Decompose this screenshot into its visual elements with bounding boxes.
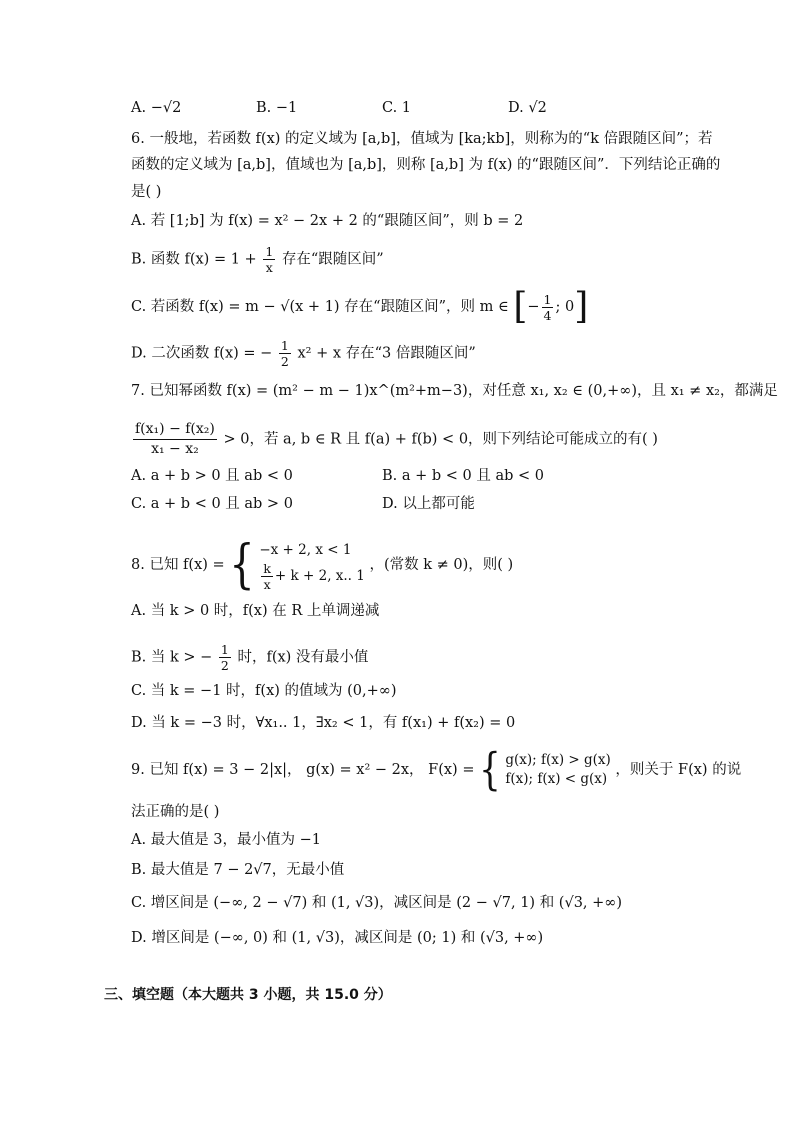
q5-option-a: A. −√2 [131,100,182,116]
q8-stem: 8. 已知 f(x) = { −x + 2, x < 1 $\frac{k}{x}$ + k + 2, x.. 1 ，(常数 k ≠ 0)，则( ) [131,535,514,595]
q5-option-c: C. 1 [382,100,412,116]
q7-option-d: D. 以上都可能 [382,496,475,512]
q9-piecewise: g(x); f(x) > g(x) f(x); f(x) < g(x) [505,752,611,787]
section-title-fill-in: 三、填空题（本大题共 3 小题，共 15.0 分） [104,987,392,1003]
q6-option-c: C. 若函数 f(x) = m − √(x + 1) 存在“跟随区间”，则 m ∈ [− $\frac{1}{4}$ ; 0] [131,286,589,327]
q8-option-a: A. 当 k > 0 时，f(x) 在 R 上单调递减 [131,603,380,619]
q5-option-d: D. √2 [508,100,547,116]
q9-option-a: A. 最大值是 3，最小值为 −1 [131,832,322,848]
q6-option-b: B. 函数 f(x) = 1 + $\frac{1}{x}$ 存在“跟随区间” [131,244,384,275]
q7-option-c: C. a + b < 0 且 ab > 0 [131,496,293,512]
q9-option-b: B. 最大值是 7 − 2√7，无最小值 [131,862,345,878]
q7-stem-line1: 7. 已知幂函数 f(x) = (m² − m − 1)x^(m²+m−3)，对任意 x₁, x₂ ∈ (0,+∞)，且 x₁ ≠ x₂，都满足 [131,383,778,399]
q8-option-d: D. 当 k = −3 时，∀x₁.. 1，∃x₂ < 1，有 f(x₁) + f(x₂) = 0 [131,715,516,731]
q6-option-a: A. 若 [1;b] 为 f(x) = x² − 2x + 2 的“跟随区间”，则 b = 2 [131,213,524,229]
q9-stem-line2: 法正确的是( ) [131,804,220,820]
q5-option-b: B. −1 [256,100,298,116]
q8-option-b: B. 当 k > − $\frac{1}{2}$ 时，f(x) 没有最小值 [131,642,369,673]
q7-option-b: B. a + b < 0 且 ab < 0 [382,468,544,484]
q7-option-a: A. a + b > 0 且 ab < 0 [131,468,293,484]
q6-stem-line3: 是( ) [131,184,162,200]
q6-stem-line1: 6. 一般地，若函数 f(x) 的定义域为 [a,b]，值域为 [ka;kb]，则称为的“k 倍跟随区间”；若 [131,131,713,147]
q6-stem-line2: 函数的定义域为 [a,b]，值域也为 [a,b]，则称 [a,b] 为 f(x) 的“跟随区间”．下列结论正确的 [131,157,721,173]
q6-option-d: D. 二次函数 f(x) = − $\frac{1}{2}$ x² + x 存在“3 倍跟随区间” [131,338,476,369]
q7-stem-line2: $\frac{\text{f(x₁) − f(x₂)}}{\text{x₁ − x₂}}$ > 0，若 a, b ∈ R 且 f(a) + f(b) < 0，则下列结论可能成立的有( ) [135,421,658,457]
q8-piecewise: −x + 2, x < 1 $\frac{k}{x}$ + k + 2, x.. 1 [259,541,365,592]
q9-option-c: C. 增区间是 (−∞, 2 − √7) 和 (1, √3)，减区间是 (2 − √7, 1) 和 (√3, +∞) [131,895,623,911]
q8-option-c: C. 当 k = −1 时，f(x) 的值域为 (0,+∞) [131,683,397,699]
q9-option-d: D. 增区间是 (−∞, 0) 和 (1, √3)，减区间是 (0; 1) 和 (√3, +∞) [131,930,544,946]
q9-stem-line1: 9. 已知 f(x) = 3 − 2|x|， g(x) = x² − 2x， F(x) = { g(x); f(x) > g(x) f(x); f(x) < g(x) ，则关于 F(x) 的说 [131,744,742,796]
